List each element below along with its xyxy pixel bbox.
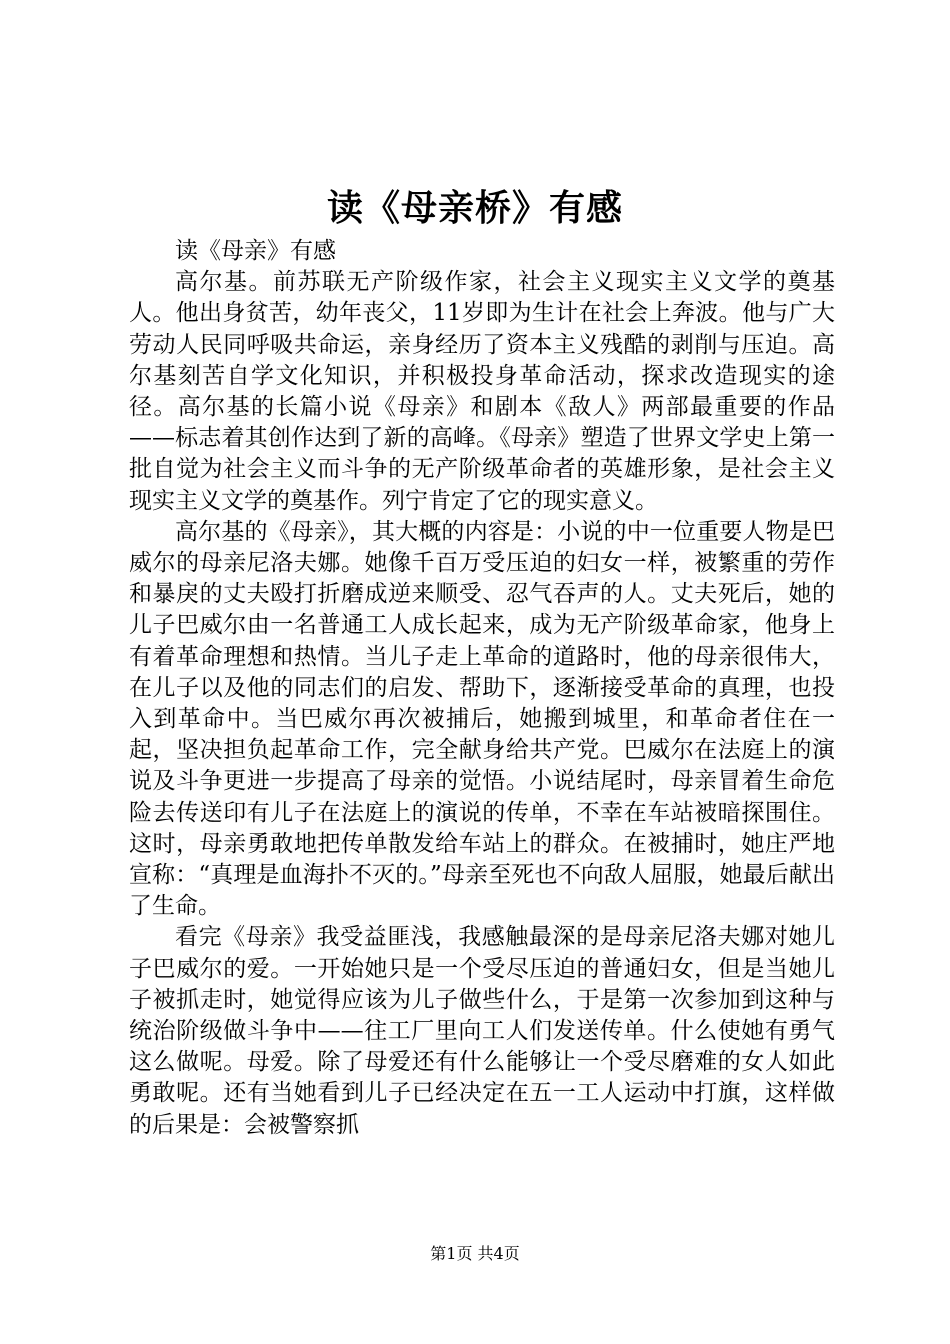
page-number-footer: 第1页 共4页 [430, 1244, 520, 1263]
document-subtitle: 读《母亲》有感 [175, 238, 336, 264]
document-title: 读《母亲桥》有感 [326, 187, 623, 229]
paragraph-1: 高尔基。前苏联无产阶级作家，社会主义现实主义文学的奠基人。他出身贫苦，幼年丧父，11岁即为生计在社会上奔波。他与广大劳动人民同呼吸共命运，亲身经历了资本主义残酷的剥削与压迫。高尔基刻苦自学文化知识，并积极投身革命活动，探求改造现实的途径。高尔基的长篇小说《母亲》和剧本《敌人》两部最重要的作品——标志着其创作达到了新的高峰。《母亲》塑造了世界文学史上第一批自觉为社会主义而斗争的无产阶级革命者的英雄形象，是社会主义现实主义文学的奠基作。列宁肯定了它的现实意义。 [129, 269, 835, 514]
document-body [129, 236, 835, 1141]
paragraph-2: 高尔基的《母亲》，其大概的内容是：小说的中一位重要人物是巴威尔的母亲尼洛夫娜。她像千百万受压迫的妇女一样，被繁重的劳作和暴戾的丈夫殴打折磨成逆来顺受、忍气吞声的人。丈夫死后，她的儿子巴威尔由一名普通工人成长起来，成为无产阶级革命家，他身上有着革命理想和热情。当儿子走上革命的道路时，他的母亲很伟大，在儿子以及他的同志们的启发、帮助下，逐渐接受革命的真理，也投入到革命中。当巴威尔再次被捕后，她搬到城里，和革命者住在一起，坚决担负起革命工作，完全献身给共产党。巴威尔在法庭上的演说及斗争更进一步提高了母亲的觉悟。小说结尾时，母亲冒着生命危险去传送印有儿子在法庭上的演说的传单，不幸在车站被暗探围住。这时，母亲勇敢地把传单散发给车站上的群众。在被捕时，她庄严地宣称：“真理是血海扑不灭的。”母亲至死也不向敌人屈服，她最后献出了生命。 [129, 518, 835, 920]
paragraph-3: 看完《母亲》我受益匪浅，我感触最深的是母亲尼洛夫娜对她儿子巴威尔的爱。一开始她只是一个受尽压迫的普通妇女，但是当她儿子被抓走时，她觉得应该为儿子做些什么，于是第一次参加到这种与统治阶级做斗争中——往工厂里向工人们发送传单。什么使她有勇气这么做呢。母爱。除了母爱还有什么能够让一个受尽磨难的女人如此勇敢呢。还有当她看到儿子已经决定在五一工人运动中打旗，这样做的后果是：会被警察抓 [129, 924, 835, 1138]
